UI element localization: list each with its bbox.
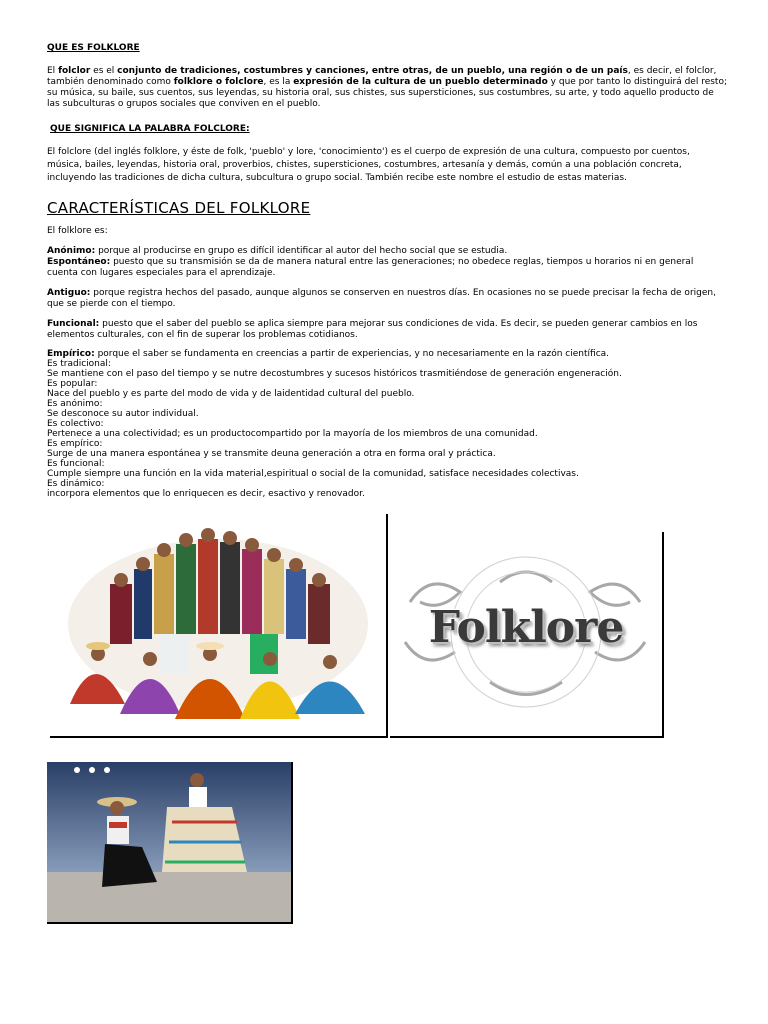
text-run: El (47, 66, 59, 76)
list-line: Se mantiene con el paso del tiempo y se nutre decostumbres y sucesos históricos trasmitiéndose de generación engeneración. (47, 369, 622, 379)
list-line: incorpora elementos que lo enriquecen es decir, esactivo y renovador. (47, 489, 365, 499)
list-line: Es funcional: (47, 459, 105, 469)
dancing-couple-photo (47, 762, 293, 924)
heading-que-es-folklore: QUE ES FOLKLORE (47, 43, 140, 53)
heading-que-significa: QUE SIGNIFICA LA PALABRA FOLCLORE: (50, 124, 250, 134)
dancers-group-illustration (50, 514, 386, 736)
feature-espontaneo (47, 257, 727, 279)
list-line: Pertenece a una colectividad; es un productocompartido por la mayoría de los miembros de una comunidad. (47, 429, 538, 439)
feature-text: puesto que el saber del pueblo se aplica siempre para mejorar sus condiciones de vida. Es decir, se pueden generar cambios en los elementos culturales, con el fin de superar los problemas cotidianos. (47, 319, 698, 340)
feature-text: porque al producirse en grupo es difícil identificar al autor del hecho social que se estudia. (95, 246, 508, 256)
list-line: Cumple siempre una función en la vida material,espiritual o social de la comunidad, satisface necesidades colectivas. (47, 469, 579, 479)
text-run: , es decir, el folclor, también denominado como (47, 66, 717, 87)
bold-run: folklore o folclore (173, 77, 264, 87)
feature-term: Espontáneo: (47, 257, 111, 267)
feature-anonimo (47, 246, 727, 257)
feature-text: porque registra hechos del pasado, aunque algunos se conserven en nuestros días. En ocasiones no se puede precisar la fecha de origen, que se pierde con el tiempo. (47, 288, 716, 309)
folklore-wordart-image (390, 532, 664, 738)
bold-run: folclor (58, 66, 91, 76)
heading-caracteristicas: CARACTERÍSTICAS DEL FOLKLORE (47, 199, 311, 217)
feature-funcional (47, 319, 727, 341)
section-features (47, 199, 727, 499)
feature-term: Anónimo: (47, 246, 96, 256)
dancing-couple-illustration (47, 762, 291, 922)
list-line: Surge de una manera espontánea y se transmite deuna generación a otra en forma oral y práctica. (47, 449, 496, 459)
feature-term: Funcional: (47, 319, 100, 329)
paragraph-definition (47, 66, 727, 110)
list-line: Se desconoce su autor individual. (47, 409, 199, 419)
bold-run: conjunto de tradiciones, costumbres y canciones, entre otras, de un pueblo, una región o de un país (117, 66, 628, 76)
list-line: Es colectivo: (47, 419, 104, 429)
list-line: Es popular: (47, 379, 98, 389)
bold-run: expresión de la cultura de un pueblo determinado (293, 77, 548, 87)
section-meaning (47, 124, 727, 185)
text-run: es el (90, 66, 118, 76)
dancers-group-photo (50, 514, 388, 738)
feature-empirico (47, 349, 727, 359)
features-intro: El folklore es: (47, 226, 108, 236)
text-run: , es la (263, 77, 294, 87)
list-line: Es tradicional: (47, 359, 111, 369)
feature-antiguo (47, 288, 727, 310)
list-line: Es anónimo: (47, 399, 103, 409)
section-what-is (47, 43, 727, 110)
list-line: Es dinámico: (47, 479, 105, 489)
feature-text: puesto que su transmisión se da de manera natural entre las generaciones; no obedece reglas, tiempos u horarios ni en general cuenta con lugares especiales para el aprendizaje. (47, 257, 694, 278)
feature-term: Empírico: (47, 349, 95, 359)
folklore-word-art: Folklore (428, 602, 624, 653)
list-line: Nace del pueblo y es parte del modo de vida y de laidentidad cultural del pueblo. (47, 389, 415, 399)
text-run: y que por tanto lo distinguirá del resto; su música, su baile, sus cuentos, sus leyendas, su historia oral, sus chistes, sus supersticiones, sus costumbres, su arte, y todo aquello producto de las subculturas o grupos sociales que conviven en el pueblo. (47, 77, 728, 109)
features-list-block (47, 349, 727, 499)
paragraph-meaning: El folclore (del inglés folklore, y éste de folk, 'pueblo' y lore, 'conocimiento') es el cuerpo de expresión de una cultura, compuesto por cuentos, música, bailes, leyendas, historia oral, proverbios, chistes, supersticiones, costumbres, artesanía y demás, común a una población concreta, incluyendo las tradiciones de dicha cultura, subcultura o grupo social. También recibe este nombre el estudio de estas materias. (47, 147, 690, 183)
feature-text: porque el saber se fundamenta en creencias a partir de experiencias, y no necesariamente en la razón científica. (94, 349, 610, 359)
feature-term: Antiguo: (47, 288, 91, 298)
list-line: Es empírico: (47, 439, 103, 449)
